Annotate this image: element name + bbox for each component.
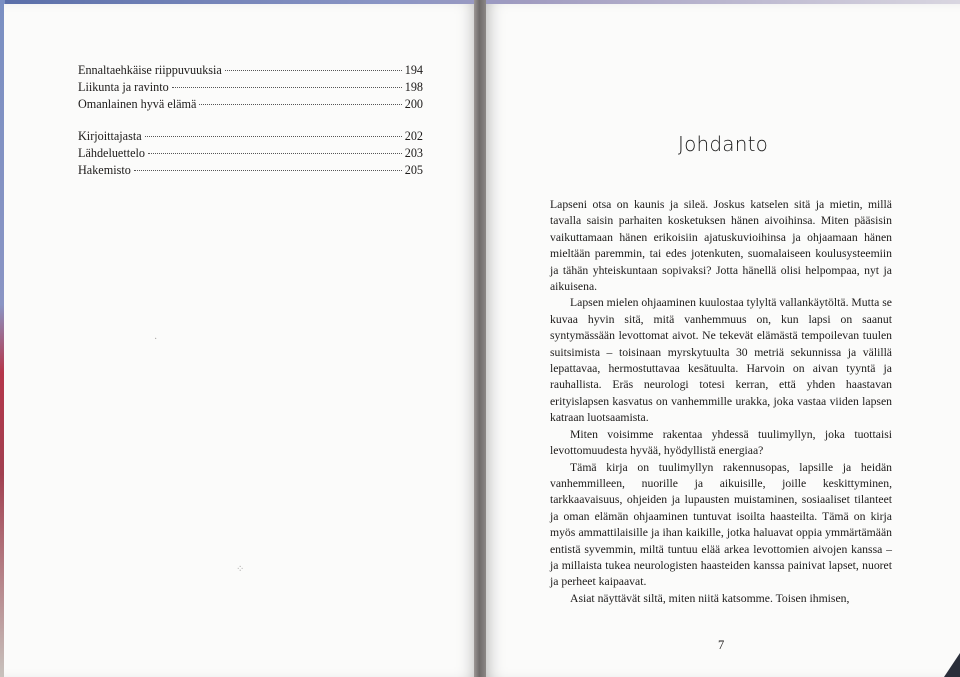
print-speck: ⁘	[236, 564, 245, 575]
body-paragraph: Asiat näyttävät siltä, miten niitä katsomme. Toisen ihmisen,	[570, 591, 850, 605]
toc-leader-dots	[199, 104, 401, 105]
chapter-title: Johdanto	[678, 132, 769, 156]
toc-group-2	[78, 128, 423, 179]
toc-entry-title: Hakemisto	[78, 163, 131, 177]
body-paragraph: Tämä kirja on tuulimyllyn rakennusopas, lapsille ja heidän vanhemmilleen, nuorille ja aikuisille, joille keskittyminen, tarkkaavaisuus, ohjeiden ja lupausten muistaminen, sosiaaliset tilanteet ja oman elämän ohjaaminen tuntuvat isoilta haasteilta. Tämä on kirja myös ammattilaisille ja ihan kaikille, jotka haluavat oppia ymmärtämään entistä syvemmin, miltä tuntuu elää arkea levottomien aivojen kanssa – ja millaista tukea neurologisten haasteiden kanssa painivat lapset, nuoret ja perheet kaipaavat.	[550, 460, 892, 589]
toc-entry-page: 198	[404, 80, 423, 94]
toc-entry	[78, 145, 423, 162]
toc-leader-dots	[148, 153, 402, 154]
body-paragraph: Miten voisimme rakentaa yhdessä tuulimyllyn, joka tuottaisi levottomuudesta hyvää, hyödyllistä energiaa?	[550, 427, 892, 458]
toc-entry	[78, 128, 423, 145]
toc-group-1	[78, 62, 423, 113]
toc-leader-dots	[145, 136, 402, 137]
toc-entry-page: 194	[404, 63, 423, 77]
toc-leader-dots	[225, 70, 402, 71]
toc-entry	[78, 62, 423, 79]
toc-entry-title: Omanlainen hyvä elämä	[78, 97, 197, 111]
book-gutter	[474, 0, 486, 677]
toc-leader-dots	[134, 170, 402, 171]
toc-entry	[78, 96, 423, 113]
toc-entry-title: Lähdeluettelo	[78, 146, 146, 160]
toc-entry	[78, 162, 423, 179]
cover-corner	[944, 653, 960, 677]
right-page	[486, 4, 960, 677]
toc-entry-page: 202	[404, 129, 423, 143]
body-paragraph: Lapsen mielen ohjaaminen kuulostaa tylyltä vallankäytöltä. Mutta se kuvaa hyvin sitä, mitä vanhemmuus on, kun lapsi on saanut syntymässään levottomat aivot. Ne tekevät elämästä tempoilevan tuulen suitsimista – toisinaan myrskytuulta 30 metriä sekunnissa ja välillä lepattavaa, hermostuttavaa kesätuulta. Harvoin on aivan tyyntä ja rauhallista. Eräs neurologi totesi kerran, että yhden haastavan erityislapsen kasvatus on vanhemmille urakka, joka vastaa viiden lapsen katraan luotsaamista.	[550, 296, 892, 425]
toc-entry-page: 203	[404, 146, 423, 160]
left-page	[4, 4, 474, 677]
toc-entry-title: Ennaltaehkäise riippuvuuksia	[78, 63, 222, 77]
toc-entry-page: 205	[404, 163, 423, 177]
toc-entry	[78, 79, 423, 96]
toc-entry-page: 200	[404, 97, 423, 111]
chapter-body	[550, 197, 892, 607]
print-speck: ·	[154, 334, 158, 345]
toc-entry-title: Liikunta ja ravinto	[78, 80, 169, 94]
toc-entry-title: Kirjoittajasta	[78, 129, 142, 143]
body-paragraph: Lapseni otsa on kaunis ja sileä. Joskus katselen sitä ja mietin, millä tavalla saisin parhaiten kosketuksen hänen aivoihinsa. Miten pääsisin vaikuttamaan hänen erikoisiin ajatuskuvioihinsa ja ohjaamaan hänen mieltään paremmin, tai edes jotenkuten, suomalaiseen koulusysteemiin ja tähän yhteiskuntaan sopivaksi? Jotta hänellä olisi helpompaa, nyt ja aikuisena.	[550, 198, 892, 294]
page-number: 7	[718, 638, 725, 652]
toc-leader-dots	[172, 87, 402, 88]
